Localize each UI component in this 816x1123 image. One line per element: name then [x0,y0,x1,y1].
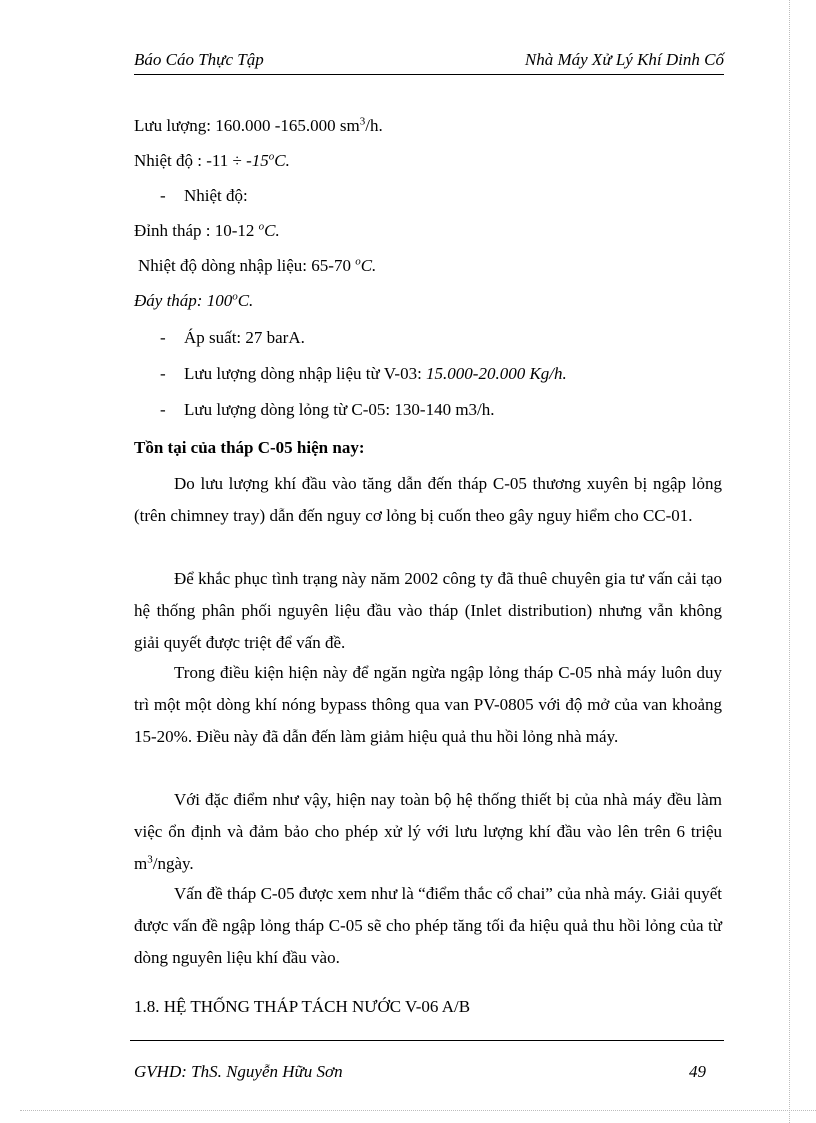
spec-top-tower-text: Đỉnh tháp : 10-12 [134,221,259,240]
paragraph-3-text: Trong điều kiện hiện này để ngăn ngừa ngập lỏng tháp C-05 nhà máy luôn duy trì một một dòng khí nóng bypass thông qua van PV-0805 với độ mở của van khoảng 15-20%. Điều này đã dẫn đến làm giảm hiệu quả thu hồi lỏng nhà máy. [134,663,722,746]
celsius-unit: C. [360,256,377,275]
superscript: 3 [359,115,366,128]
superscript: 3 [147,853,153,866]
paragraph-4-text: Với đặc điểm như vậy, hiện nay toàn bộ hệ thống thiết bị của nhà máy đều làm việc ổn định và đảm bảo cho phép xử lý với lưu lượng khí đầu vào lên trên 6 triệu m [134,790,722,873]
spec-temperature-value: -15 [246,151,269,170]
degree-mark: o [268,150,275,163]
degree-mark: o [258,220,265,233]
paragraph-2 [134,563,722,659]
spec-bottom-tower-text: Đáy tháp: 100 [134,291,233,310]
bullet-feed-flow-value: 15.000-20.000 Kg/h. [426,364,567,383]
degree-mark: o [232,290,238,303]
bullet-liquid-flow-text: Lưu lượng dòng lỏng từ C-05: 130-140 m3/h. [184,400,495,419]
spec-bottom-tower [134,291,253,311]
page-header [134,46,724,75]
paragraph-2-text: Để khắc phục tình trạng này năm 2002 công ty đã thuê chuyên gia tư vấn cải tạo hệ thống phân phối nguyên liệu đầu vào tháp (Inlet distribution) nhưng vẫn không giải quyết được triệt để vấn đề. [134,569,722,652]
spec-flow-rate-text: Lưu lượng: 160.000 -165.000 sm [134,116,360,135]
spec-feed-temperature [138,256,376,276]
bullet-dash: - [160,400,166,419]
bullet-dash: - [160,328,166,347]
spec-top-tower [134,221,280,241]
celsius-unit: C. [264,221,280,240]
section-subheading: Tồn tại của tháp C-05 hiện nay: [134,438,365,457]
footer-advisor: GVHD: ThS. Nguyễn Hữu Sơn [134,1062,343,1081]
paragraph-4 [134,784,722,880]
bullet-liquid-flow [160,400,495,420]
page-edge-bottom [20,1110,816,1111]
paragraph-4-unit: /ngày. [152,854,194,873]
header-plant-name: Nhà Máy Xử Lý Khí Dinh Cố [524,50,724,69]
bullet-pressure [160,328,305,348]
spec-temperature [134,151,290,171]
paragraph-5-text: Vấn đề tháp C-05 được xem như là “điểm thắc cổ chai” của nhà máy. Giải quyết được vấn đề ngập lỏng tháp C-05 sẽ cho phép tăng tối đa hiệu quả thu hồi lỏng của từ dòng nguyên liệu khí đầu vào. [134,884,722,967]
paragraph-5 [134,878,722,974]
paragraph-3 [134,657,722,753]
page-number: 49 [689,1062,706,1081]
spec-temperature-text: Nhiệt độ : -11 ÷ [134,151,247,170]
paragraph-1 [134,468,722,532]
bullet-pressure-text: Áp suất: 27 barA. [184,328,305,347]
bullet-feed-flow-text: Lưu lượng dòng nhập liệu từ V-03: [184,364,427,383]
degree-mark: o [355,255,361,268]
bullet-feed-flow [160,364,567,384]
footer-divider [130,1040,724,1041]
celsius-unit: C. [237,291,254,310]
bullet-dash: - [160,186,166,205]
spec-feed-temperature-text: Nhiệt độ dòng nhập liệu: 65-70 [138,256,356,275]
header-report-title: Báo Cáo Thực Tập [134,50,264,69]
page-edge-right [789,0,790,1123]
paragraph-1-text: Do lưu lượng khí đầu vào tăng dẫn đến tháp C-05 thương xuyên bị ngập lỏng (trên chimney tray) dẫn đến nguy cơ lỏng bị cuốn theo gây nguy hiểm cho CC-01. [134,474,722,525]
bullet-dash: - [160,364,166,383]
bullet-temperature [160,186,248,206]
spec-flow-rate [134,116,383,136]
celsius-unit: C. [274,151,290,170]
spec-flow-rate-unit: /h. [365,116,383,135]
section-heading-1-8: 1.8. HỆ THỐNG THÁP TÁCH NƯỚC V-06 A/B [134,997,471,1016]
bullet-temperature-text: Nhiệt độ: [184,186,248,205]
